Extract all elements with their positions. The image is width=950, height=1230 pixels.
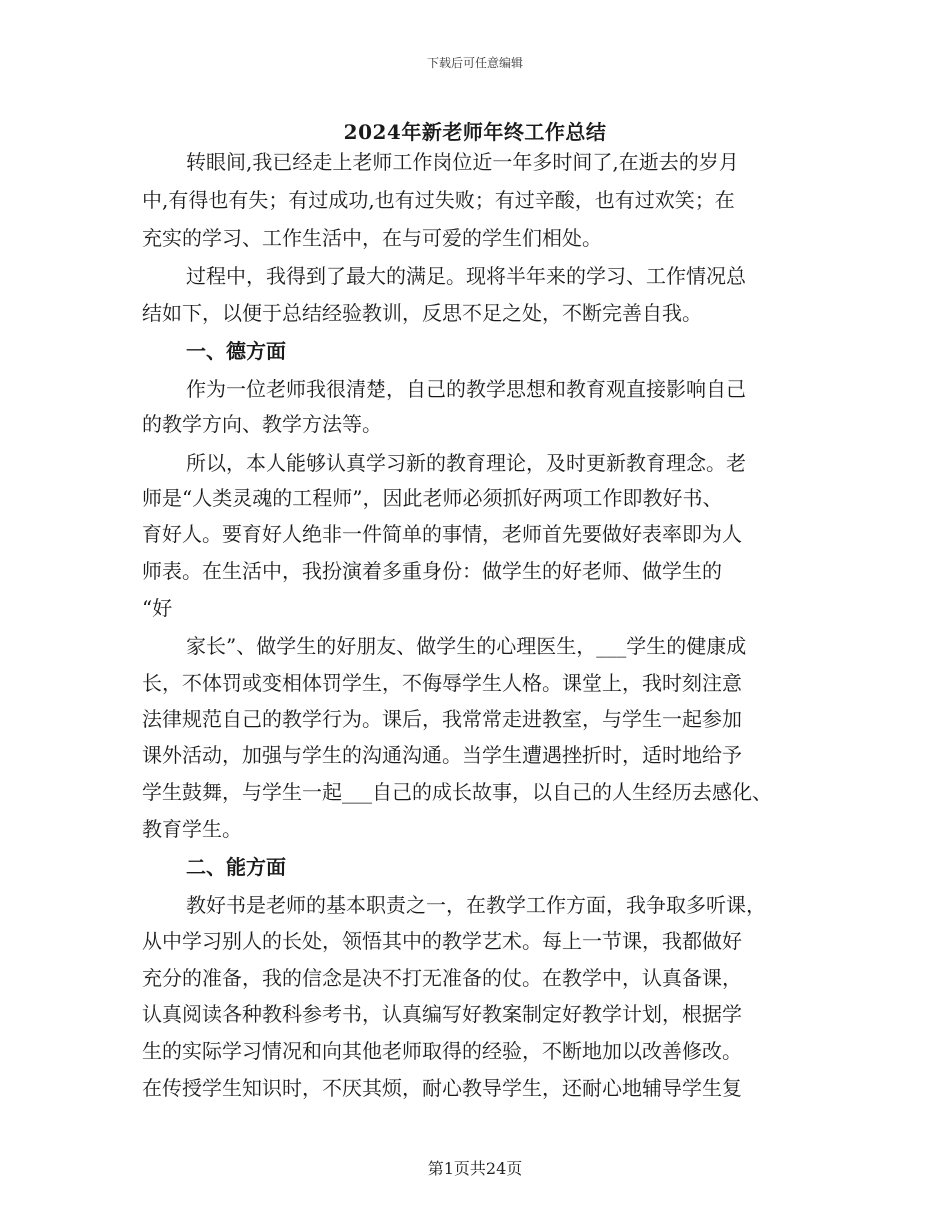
section-heading-1: 一、德方面 — [186, 339, 286, 363]
paragraph-line: 法律规范自己的教学行为。课后，我常常走进教室，与学生一起参加 — [142, 707, 742, 731]
paragraph-line: 教育学生。 — [142, 817, 242, 841]
paragraph-line: 转眼间,我已经走上老师工作岗位近一年多时间了,在逝去的岁月 — [186, 150, 739, 174]
paragraph-line: 在传授学生知识时，不厌其烦，耐心教导学生，还耐心地辅导学生复 — [142, 1076, 742, 1100]
page-header-note: 下载后可任意编辑 — [426, 56, 523, 70]
paragraph-line: 所以，本人能够认真学习新的教育理论，及时更新教育理念。老 — [186, 451, 746, 475]
document-title: 2024年新老师年终工作总结 — [343, 120, 607, 144]
paragraph-line: 师是“人类灵魂的工程师”，因此老师必须抓好两项工作即教好书、 — [142, 486, 723, 510]
paragraph-line: 过程中，我得到了最大的满足。现将半年来的学习、工作情况总 — [186, 264, 746, 288]
paragraph-line: 长，不体罚或变相体罚学生，不侮辱学生人格。课堂上，我时刻注意 — [142, 671, 742, 695]
paragraph-line: 课外活动，加强与学生的沟通沟通。当学生遭遇挫折时，适时地给予 — [142, 743, 742, 767]
paragraph-line: 的教学方向、教学方法等。 — [142, 412, 382, 436]
paragraph-line: 从中学习别人的长处，领悟其中的教学艺术。每上一节课，我都做好 — [142, 929, 742, 953]
paragraph-line: “好 — [142, 596, 173, 620]
page-number: 第1页共24页 — [427, 1159, 523, 1178]
paragraph-line: 师表。在生活中，我扮演着多重身份：做学生的好老师、做学生的 — [142, 559, 722, 583]
paragraph-line: 学生鼓舞，与学生一起___自己的成长故事，以自己的人生经历去感化、 — [142, 780, 772, 804]
paragraph-line: 家长”、做学生的好朋友、做学生的心理医生，___学生的健康成 — [186, 634, 747, 658]
paragraph-line: 中,有得也有失；有过成功,也有过失败；有过辛酸，也有过欢笑；在 — [142, 188, 735, 212]
paragraph-line: 认真阅读各种教科参考书，认真编写好教案制定好教学计划，根据学 — [142, 1002, 742, 1026]
paragraph-line: 作为一位老师我很清楚，自己的教学思想和教育观直接影响自己 — [186, 377, 746, 401]
paragraph-line: 育好人。要育好人绝非一件简单的事情，老师首先要做好表率即为人 — [142, 522, 742, 546]
paragraph-line: 结如下，以便于总结经验教训，反思不足之处，不断完善自我。 — [142, 301, 702, 325]
paragraph-line: 生的实际学习情况和向其他老师取得的经验，不断地加以改善修改。 — [142, 1039, 742, 1063]
paragraph-line: 充分的准备，我的信念是决不打无准备的仗。在教学中，认真备课， — [142, 966, 742, 990]
section-heading-2: 二、能方面 — [186, 855, 286, 879]
paragraph-line: 教好书是老师的基本职责之一，在教学工作方面，我争取多听课， — [186, 893, 766, 917]
paragraph-line: 充实的学习、工作生活中，在与可爱的学生们相处。 — [142, 226, 602, 250]
